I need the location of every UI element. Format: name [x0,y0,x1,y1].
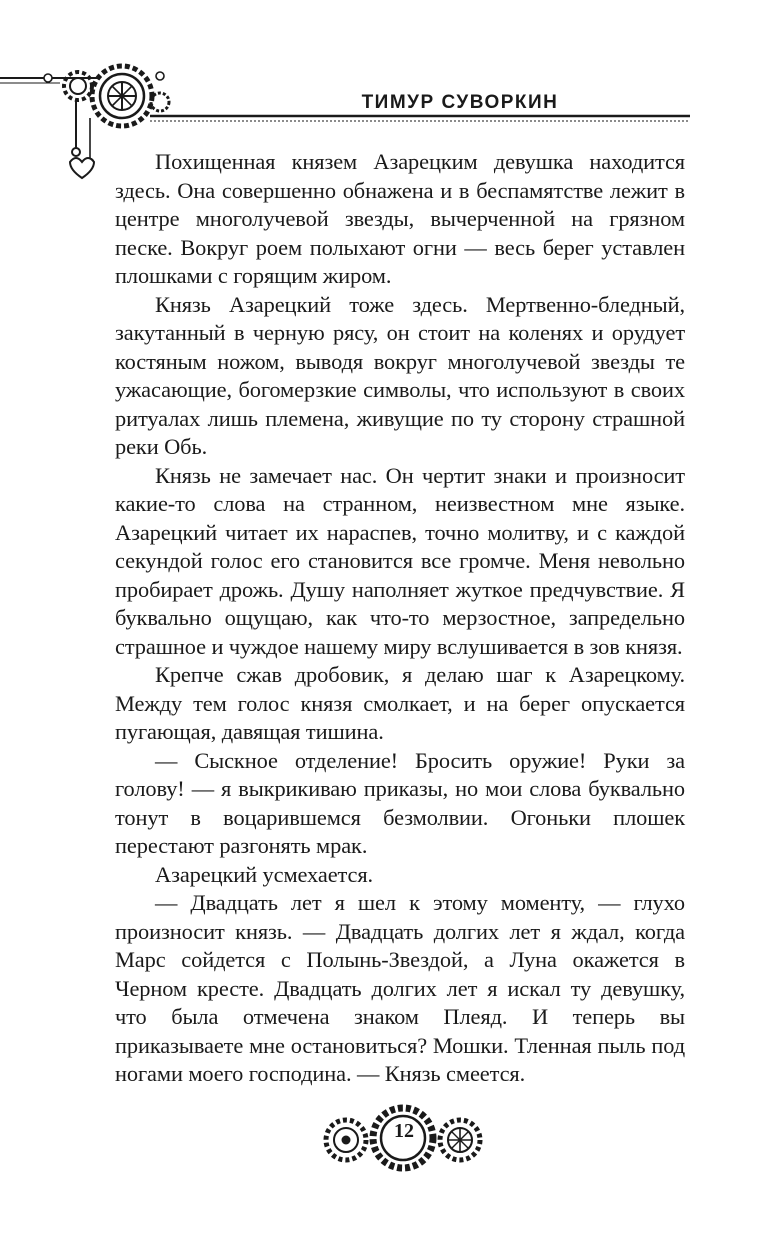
paragraph: — Сыскное отделение! Бросить оружие! Руки за голову! — я выкрикиваю приказы, но мои слова буквально тонут в воцарившемся безмолвии. Огоньки плошек перестают разгонять мрак. [115,747,685,858]
paragraph: Князь Азарецкий тоже здесь. Мертвенно-бледный, закутанный в черную рясу, он стоит на коленях и орудует костяным ножом, выводя вокруг многолучевой звезды те ужасающие, богомерзкие символы, что используют в своих ритуалах лишь племена, живущие по ту сторону страшной реки Обь. [115,291,685,459]
paragraph: — Двадцать лет я шел к этому моменту, — глухо произносит князь. — Двадцать долгих лет я ждал, когда Марс сойдется с Полынь-Звездой, а Луна окажется в Черном кресте. Двадцать долгих лет я искал ту девушку, что была отмечена знаком Плеяд. И теперь вы приказываете мне остановиться? Мошки. Тленная пыль под ногами моего господина. — Князь смеется. [115,890,685,1086]
paragraph: Азарецкий усмехается. [155,861,374,887]
paragraph: Похищенная князем Азарецким девушка находится здесь. Она совершенно обнажена и в беспамятстве лежит в центре многолучевой звезды, вычерченной на грязном песке. Вокруг роем полыхают огни — весь берег уставлен плошками с горящим жиром. [115,149,685,288]
running-head: ТИМУР СУВОРКИН [361,92,559,113]
body-text [115,148,685,1089]
paragraph: Крепче сжав дробовик, я делаю шаг к Азарецкому. Между тем голос князя смолкает, и на берег опускается пугающая, давящая тишина. [115,662,685,744]
page-number: 12 [394,1120,414,1142]
paragraph: Князь не замечает нас. Он чертит знаки и произносит какие-то слова на странном, неизвестном мне языке. Азарецкий читает их нараспев, точно молитву, и с каждой секундой голос его становится все громче. Меня невольно пробирает дрожь. Душу наполняет жуткое предчувствие. Я буквально ощущаю, как что-то мерзостное, запредельно страшное и чуждое нашему миру вслушивается в зов князя. [115,462,685,659]
